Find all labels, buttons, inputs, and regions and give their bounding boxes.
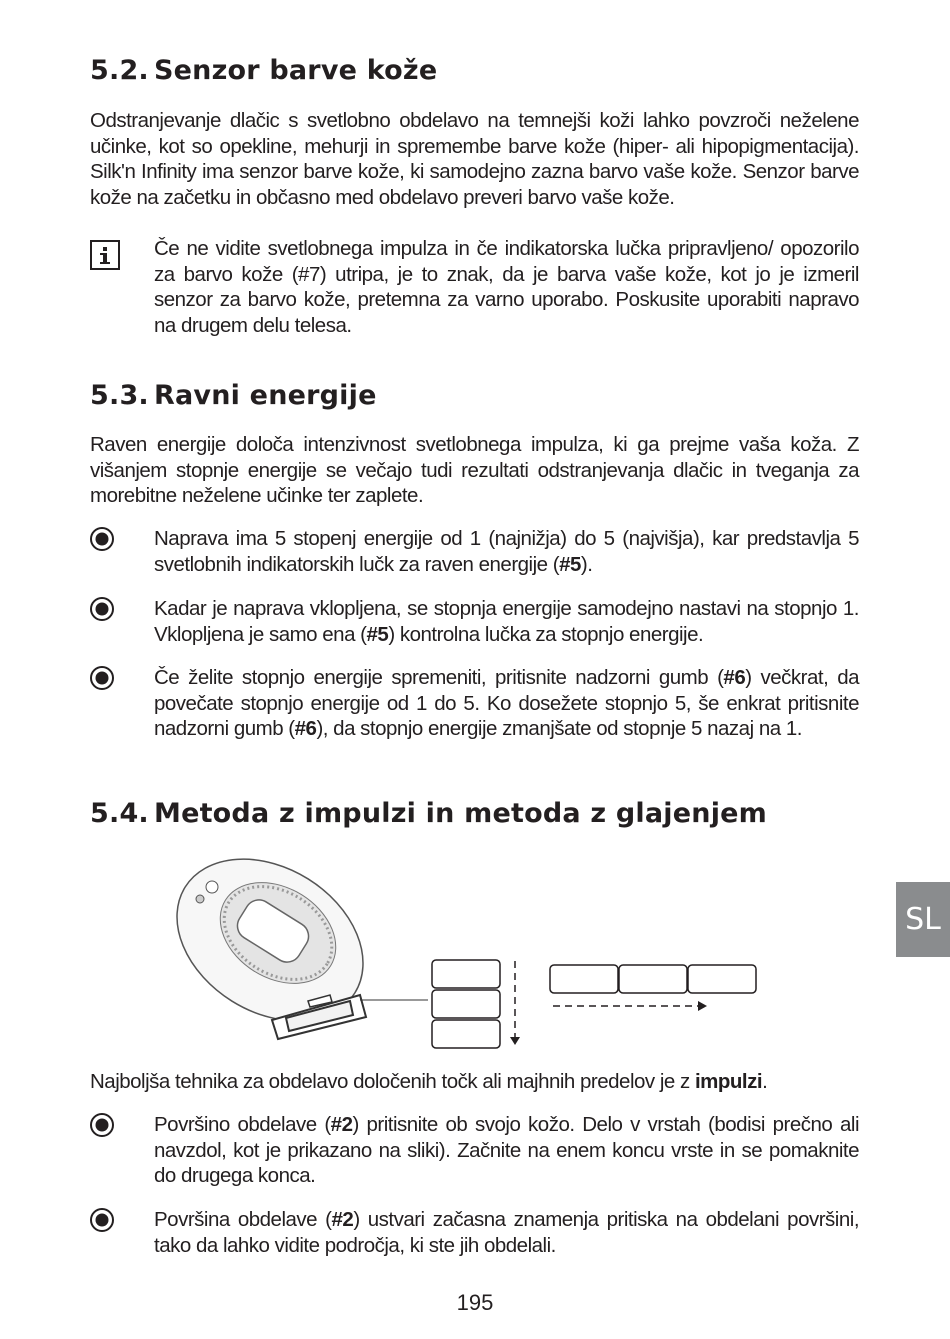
device-icon — [160, 855, 428, 1054]
bullet-item — [90, 1112, 859, 1189]
section-title: Senzor barve kože — [154, 55, 438, 86]
section-title: Metoda z impulzi in metoda z glajenjem — [154, 798, 767, 829]
bullet-text: Naprava ima 5 stopenj energije od 1 (najnižja) do 5 (najvišja), kar predstavlja 5 svetlobnih indikatorskih lučk za raven energije (#5). — [154, 527, 859, 576]
horizontal-pulse-pattern — [550, 965, 756, 1011]
section-heading-5-2 — [90, 55, 437, 86]
section-number: 5.4. — [90, 798, 149, 829]
section-number: 5.2. — [90, 55, 149, 86]
radio-bullet-icon — [90, 1208, 114, 1232]
section-title: Ravni energije — [154, 380, 377, 411]
radio-bullet-icon — [90, 527, 114, 551]
device-illustration — [160, 855, 770, 1055]
info-note — [90, 236, 859, 338]
page-number: 195 — [456, 1290, 494, 1315]
language-tab: SL — [896, 882, 950, 957]
bullet-text: Kadar je naprava vklopljena, se stopnja energije samodejno nastavi na stopnjo 1. Vklopljena je samo ena (#5) kontrolna lučka za stopnjo energije. — [154, 597, 859, 646]
info-icon — [90, 240, 120, 270]
paragraph-skin-sensor: Odstranjevanje dlačic s svetlobno obdelavo na temnejši koži lahko povzroči neželene učinke, kot so opekline, mehurji in spremembe barve kože (hiper- ali hipopigmentacija). Silk'n Infinity ima senzor barve kože, ki samodejno zazna barvo vaše kože. Senzor barve kože na začetku in občasno med obdelavo preveri barvo vaše kože. — [90, 109, 859, 209]
bullet-item — [90, 596, 859, 647]
section-heading-5-3 — [90, 380, 377, 411]
info-text: Če ne vidite svetlobnega impulza in če indikatorska lučka pripravljeno/ opozorilo za barvo kože (#7) utripa, je to znak, da je barva vaše kože, kot jo je izmeril senzor za barvo kože, pretemna za varno uporabo. Poskusite uporabiti napravo na drugem delu telesa. — [154, 237, 859, 337]
bullet-item — [90, 665, 859, 742]
bullet-item — [90, 1207, 859, 1258]
vertical-pulse-pattern — [432, 960, 520, 1048]
section-heading-5-4 — [90, 798, 767, 829]
radio-bullet-icon — [90, 666, 114, 690]
bullet-item — [90, 526, 859, 577]
paragraph-pulse-method: Najboljša tehnika za obdelavo določenih točk ali majhnih predelov je z impulzi. — [90, 1070, 768, 1093]
radio-bullet-icon — [90, 1113, 114, 1137]
paragraph-energy-levels: Raven energije določa intenzivnost svetlobnega impulza, ki ga prejme vaša koža. Z višanjem stopnje energije se večajo tudi rezultati odstranjevanja dlačic in tveganja za morebitne neželene učinke ter zaplete. — [90, 433, 859, 507]
bullet-text: Če želite stopnjo energije spremeniti, pritisnite nadzorni gumb (#6) večkrat, da povečate stopnjo energije od 1 do 5. Ko dosežete stopnjo 5, še enkrat pritisnite nadzorni gumb (#6), da stopnjo energije zmanjšate od stopnje 5 nazaj na 1. — [154, 666, 859, 740]
bullet-text: Površina obdelave (#2) ustvari začasna znamenja pritiska na obdelani površini, tako da lahko vidite področja, ki ste jih obdelali. — [154, 1208, 860, 1257]
bullet-text: Površino obdelave (#2) pritisnite ob svojo kožo. Delo v vrstah (bodisi prečno ali navzdol, kot je prikazano na sliki). Začnite na enem koncu vrste in se pomaknite do drugega konca. — [154, 1113, 859, 1187]
section-number: 5.3. — [90, 380, 149, 411]
radio-bullet-icon — [90, 597, 114, 621]
